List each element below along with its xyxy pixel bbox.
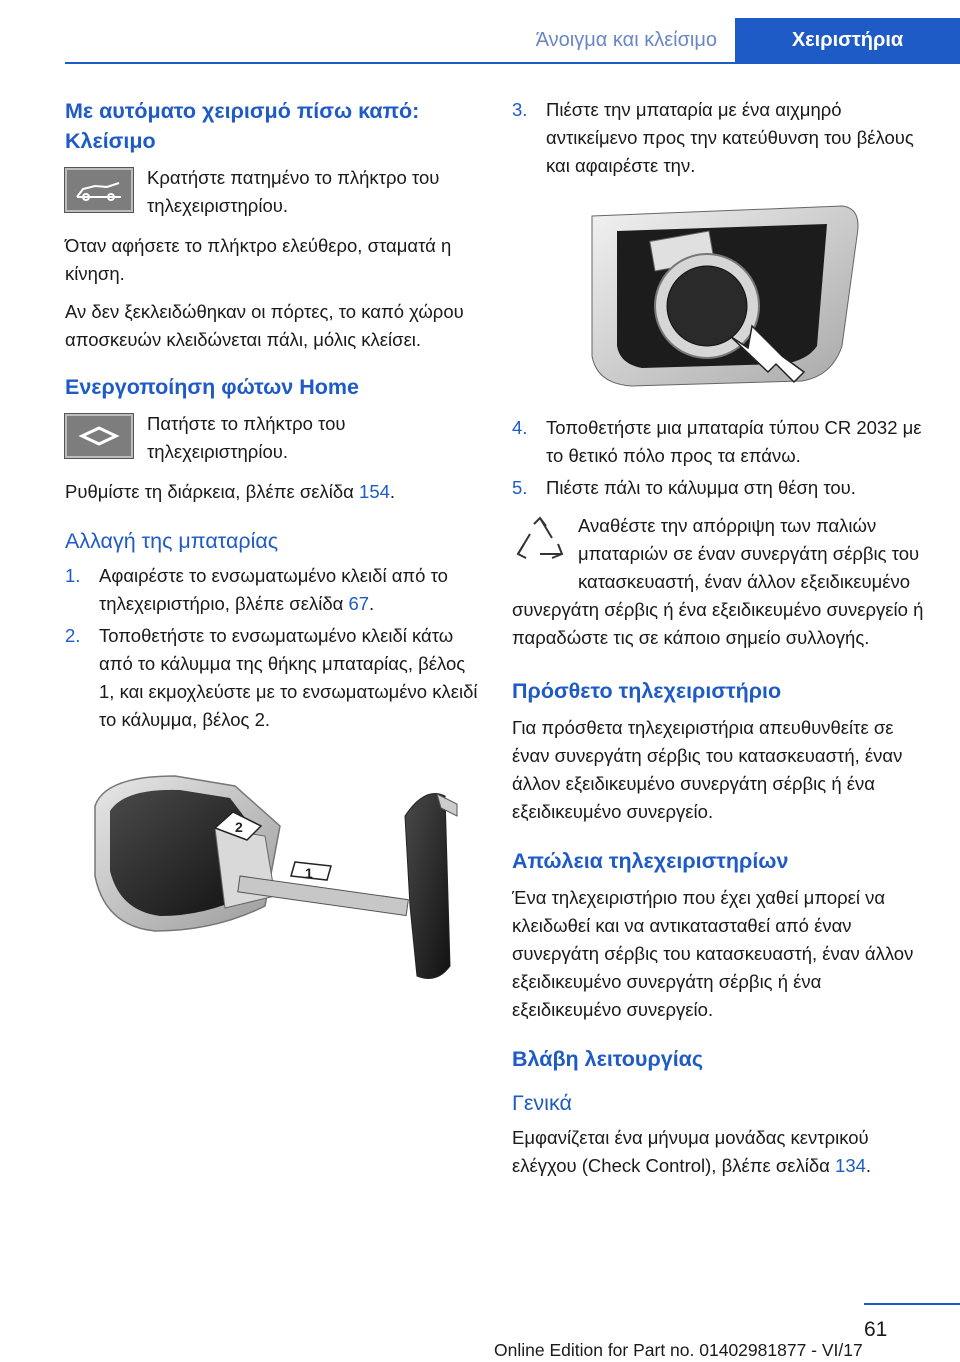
paragraph: Για πρόσθετα τηλεχειριστήρια απευθυνθείτε σε έναν συνεργάτη σέρβις του κατασκευαστή, έναν άλλον εξειδικευμένο συνεργάτη σέρβις ή ένα εξειδικευμένο συνεργείο. [512, 717, 903, 822]
paragraph: Ένα τηλεχειριστήριο που έχει χαθεί μπορεί να κλειδωθεί και να αντικατασταθεί από έναν συνεργάτη σέρβις του κατασκευαστή, έναν άλλον εξειδικευμένο συνεργάτη σέρβις ή ένα εξειδικευμένο συνεργείο. [512, 887, 914, 1020]
paragraph: Όταν αφήσετε το πλήκτρο ελεύθερο, σταματά η κίνηση. [65, 235, 452, 284]
arrow-2-label: 2 [235, 819, 243, 835]
header-bar [0, 0, 960, 62]
list-item: 5. Πιέστε πάλι το κάλυμμα στη θέση του. [512, 477, 856, 498]
heading-remote-loss: Απώλεια τηλεχειριστηρίων [512, 849, 789, 873]
list-item: 3. Πιέστε την μπαταρία με ένα αιχμηρό αντικείμενο προς την κατεύθυνση του βέλους και αφαιρέστε την. [512, 99, 914, 176]
battery-steps-list [65, 562, 483, 734]
page-number: 61 [864, 1318, 888, 1341]
arrow-1-label: 1 [305, 865, 313, 881]
battery-steps-list-continued [512, 96, 930, 180]
home-lights-instruction: Πατήστε το πλήκτρο του τηλεχειριστηρίου. [147, 413, 346, 462]
header-rule [65, 62, 960, 64]
page-link-134[interactable]: 134 [835, 1155, 866, 1176]
list-item: 4. Τοποθετήστε μια μπαταρία τύπου CR 2032 με το θετικό πόλο προς τα επάνω. [512, 417, 922, 466]
home-lights-button-row [65, 410, 483, 466]
left-column [65, 96, 483, 1038]
right-column [512, 96, 930, 1190]
footer-rule [864, 1303, 960, 1305]
heading-battery-change: Αλλαγή της μπαταρίας [65, 529, 279, 553]
heading-auto-trunk-close: Με αυτόματο χειρισμό πίσω καπό: Κλείσιμο [65, 99, 420, 153]
key-illustration [65, 756, 483, 1016]
heading-home-lights: Ενεργοποίηση φώτων Home [65, 375, 359, 399]
battery-illustration [572, 196, 872, 396]
page-link-67[interactable]: 67 [348, 593, 370, 614]
recycle-text: Αναθέστε την απόρριψη των παλιών μπαταριών σε έναν συνεργάτη σέρβις του κατασκευαστή, έναν άλλον εξειδικευμένο συνεργάτη σέρβις ή ένα εξειδικευμένο συνεργείο ή παραδώστε τις σε κάποιο σημείο συλλογής. [512, 515, 924, 648]
home-lights-icon [65, 414, 133, 458]
heading-general: Γενικά [512, 1091, 572, 1115]
heading-extra-remote: Πρόσθετο τηλεχειριστήριο [512, 679, 782, 703]
edition-text: Online Edition for Part no. 01402981877 - VI/17 [494, 1340, 863, 1360]
paragraph: Αν δεν ξεκλειδώθηκαν οι πόρτες, το καπό χώρου αποσκευών κλειδώνεται πάλι, μόλις κλείσει. [65, 301, 464, 350]
list-item: 2. Τοποθετήστε το ενσωματωμένο κλειδί κάτω από το κάλυμμα της θήκης μπαταρίας, βέλος 1, και εκμοχλεύστε με το ενσωματωμένο κλειδί το κάλυμμα, βέλος 2. [65, 625, 478, 730]
heading-malfunction: Βλάβη λειτουργίας [512, 1047, 704, 1071]
paragraph: Εμφανίζεται ένα μήνυμα μονάδας κεντρικού ελέγχου (Check Control), βλέπε σελίδα 134. [512, 1127, 872, 1176]
list-item: 1. Αφαιρέστε το ενσωματωμένο κλειδί από το τηλεχειριστήριο, βλέπε σελίδα 67. [65, 565, 448, 614]
recycle-note [512, 512, 930, 652]
active-tab-controls[interactable]: Χειριστήρια [735, 18, 960, 62]
section-tab[interactable]: Άνοιγμα και κλείσιμο [535, 29, 717, 51]
battery-steps-list-end [512, 414, 930, 502]
paragraph: Ρυθμίστε τη διάρκεια, βλέπε σελίδα 154. [65, 481, 396, 502]
trunk-close-instruction: Κρατήστε πατημένο το πλήκτρο του τηλεχειριστηρίου. [147, 167, 440, 216]
page-link-154[interactable]: 154 [359, 481, 390, 502]
car-trunk-icon [65, 168, 133, 212]
trunk-button-row [65, 164, 483, 220]
recycle-icon [512, 514, 568, 570]
